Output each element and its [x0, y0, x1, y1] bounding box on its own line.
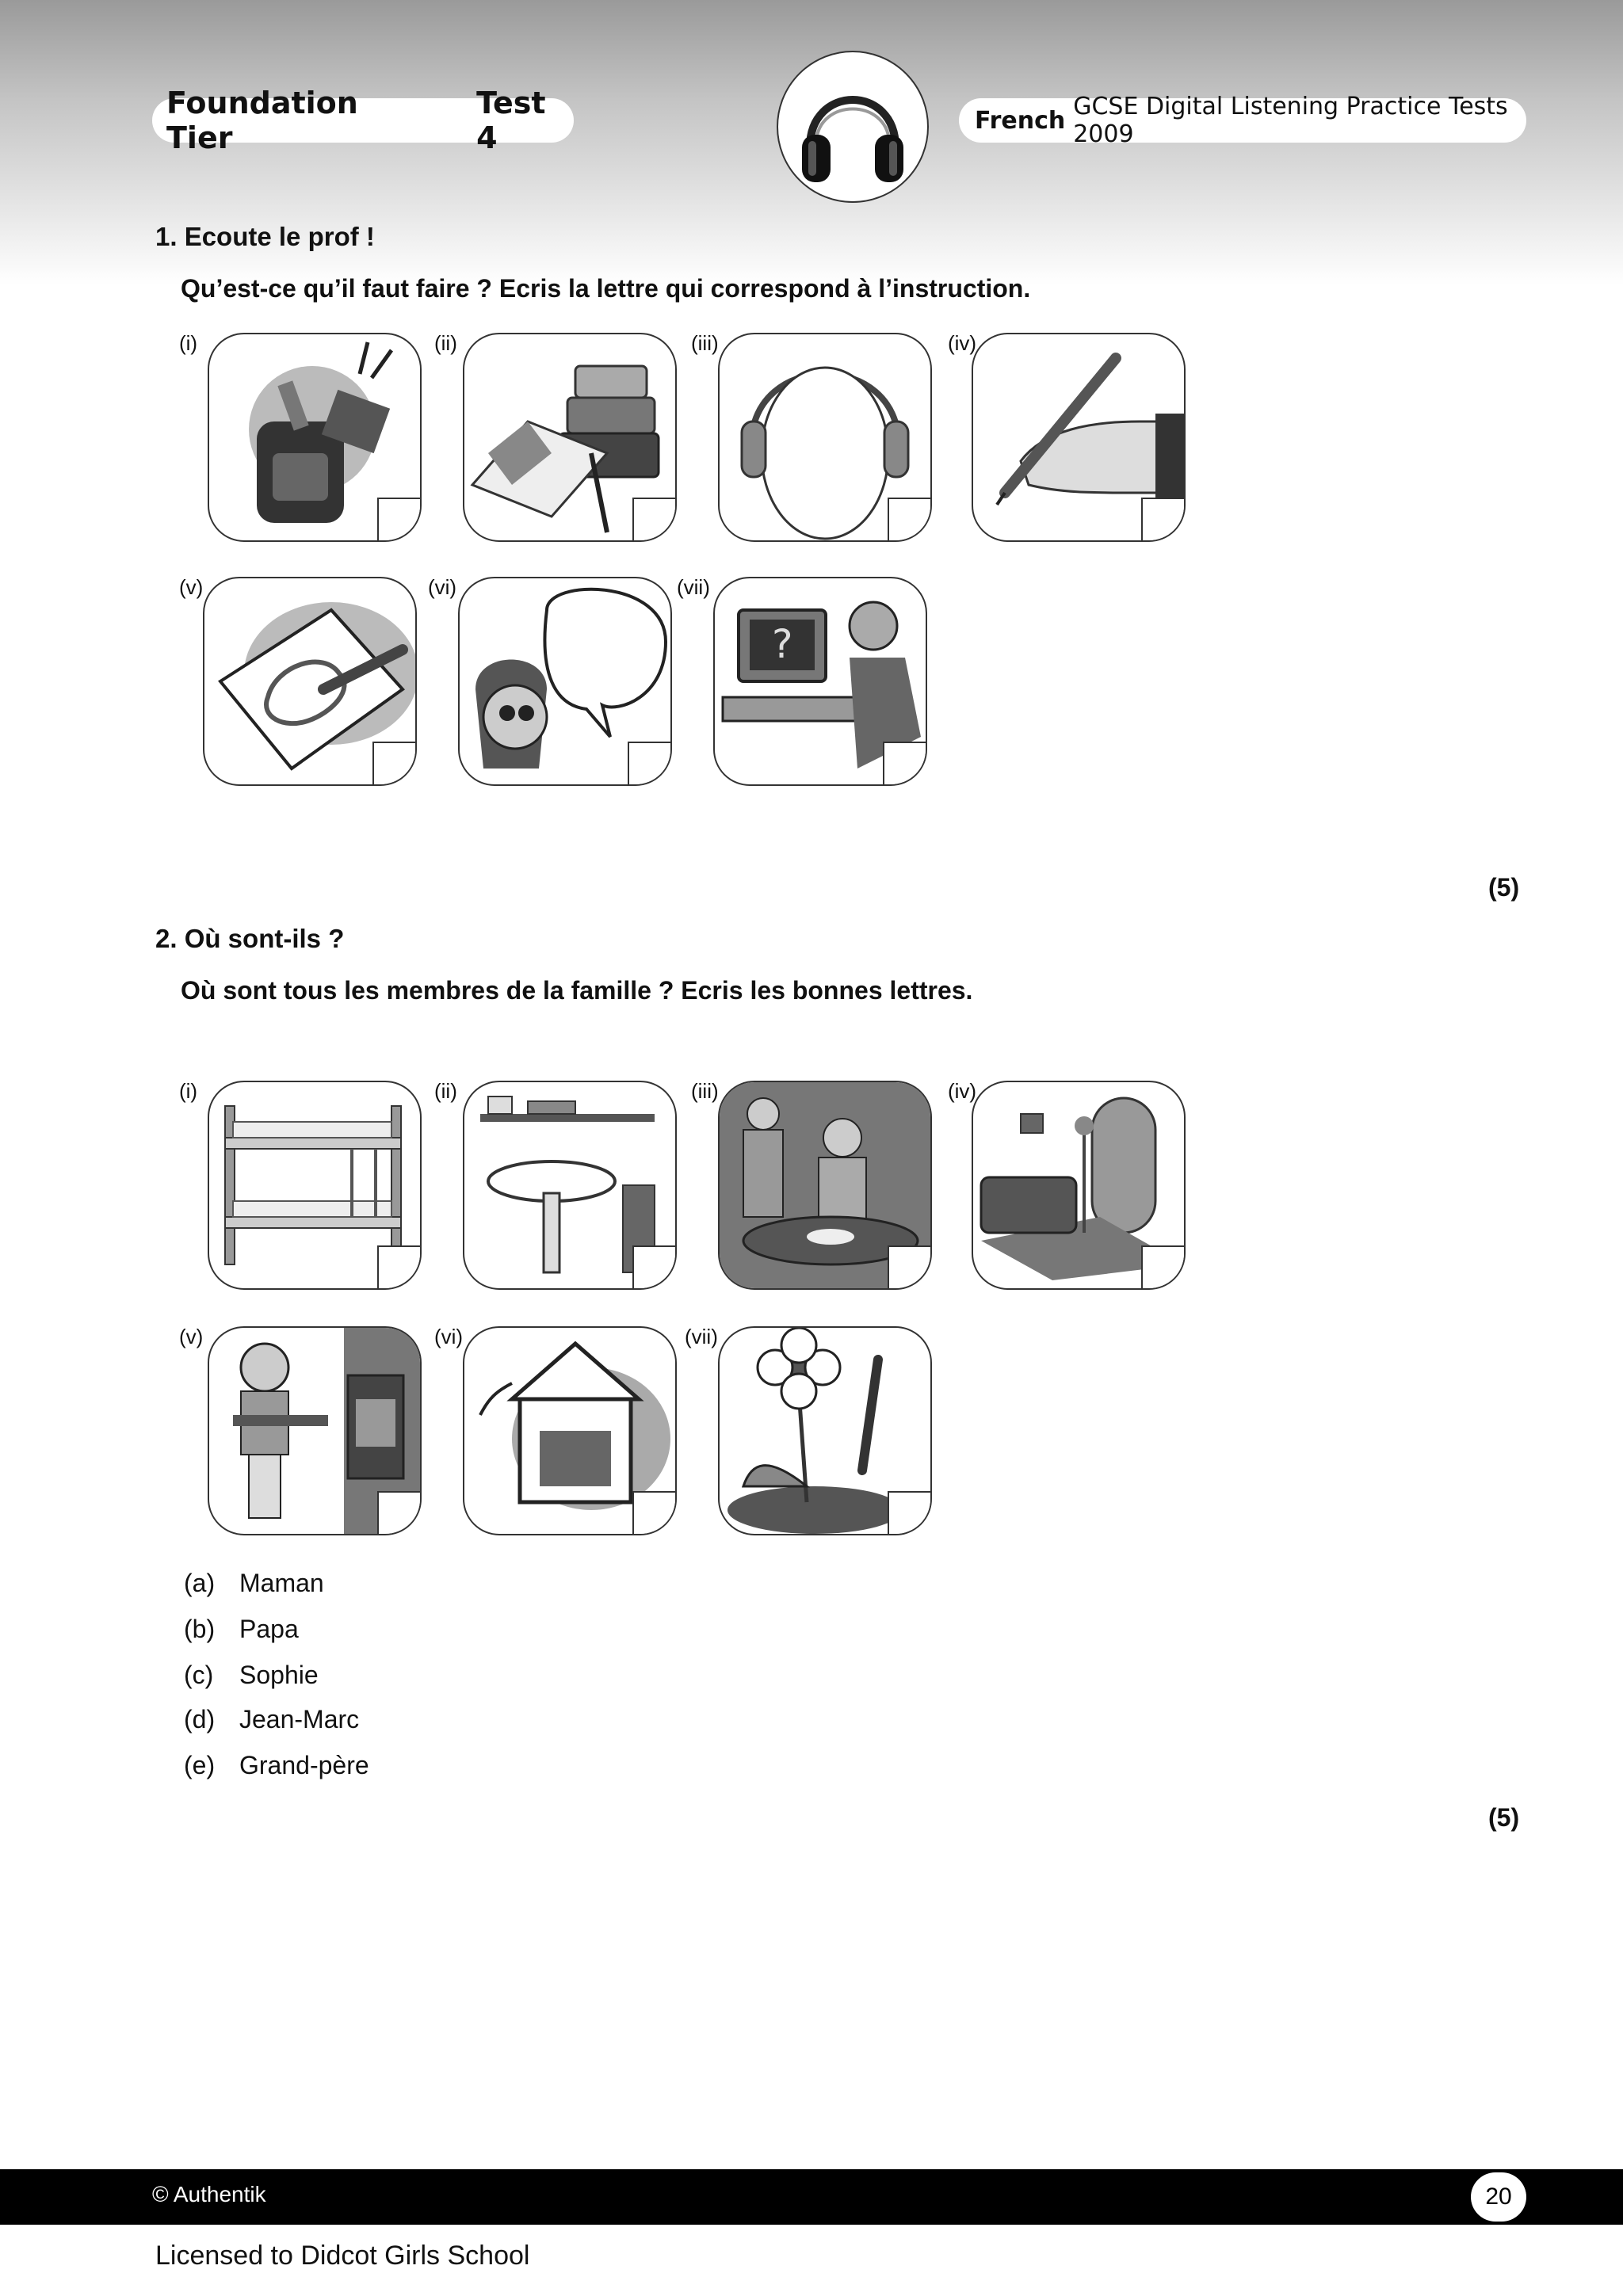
- tier-pill: [152, 86, 574, 155]
- item-label: (iii): [691, 1079, 719, 1103]
- headphones-icon: [777, 51, 929, 203]
- answer-box[interactable]: [888, 1245, 932, 1290]
- option-name: Maman: [239, 1569, 324, 1597]
- option-e: [184, 1751, 369, 1780]
- subject-label: French: [975, 106, 1066, 135]
- series-pill: [959, 93, 1526, 148]
- picture-card-speaking: [458, 577, 672, 786]
- item-label: (iv): [948, 331, 977, 355]
- item-label: (iii): [691, 331, 719, 355]
- option-letter: (d): [184, 1705, 216, 1733]
- question-2-instruction: Où sont tous les membres de la famille ? Ecris les bonnes lettres.: [181, 976, 973, 1005]
- picture-card-bathroom: [463, 1081, 677, 1290]
- question-2-title: 2. Où sont-ils ?: [155, 924, 345, 953]
- option-letter: (a): [184, 1569, 216, 1597]
- picture-card-writing: [972, 333, 1186, 542]
- item-label: (ii): [434, 331, 457, 355]
- item-label: (ii): [434, 1079, 457, 1103]
- answer-box[interactable]: [372, 742, 417, 786]
- picture-card-school-bag: [208, 333, 422, 542]
- question-1-marks: (5): [1488, 873, 1520, 902]
- answer-box[interactable]: [632, 498, 677, 542]
- answer-box[interactable]: [1141, 1245, 1186, 1290]
- picture-card-dining-room: [718, 1081, 932, 1290]
- picture-card-living-room: [972, 1081, 1186, 1290]
- answer-box[interactable]: [377, 1245, 422, 1290]
- answer-box[interactable]: [632, 1245, 677, 1290]
- item-label: (vi): [428, 575, 457, 599]
- option-name: Grand-père: [239, 1751, 369, 1779]
- option-letter: (e): [184, 1751, 216, 1779]
- picture-card-bunk-bed: [208, 1081, 422, 1290]
- copyright-text: © Authentik: [152, 2182, 266, 2206]
- option-name: Jean-Marc: [239, 1705, 360, 1733]
- picture-card-garden: [718, 1326, 932, 1535]
- item-label: (iv): [948, 1079, 977, 1103]
- item-label: (vii): [685, 1325, 718, 1348]
- question-2-marks: (5): [1488, 1803, 1520, 1832]
- picture-card-garage: [463, 1326, 677, 1535]
- option-letter: (c): [184, 1661, 214, 1689]
- option-letter: (b): [184, 1615, 216, 1643]
- test-label: Test 4: [476, 86, 546, 155]
- picture-card-drawing: [203, 577, 417, 786]
- option-name: Papa: [239, 1615, 299, 1643]
- picture-card-computer: [713, 577, 927, 786]
- answer-box[interactable]: [628, 742, 672, 786]
- series-title: GCSE Digital Listening Practice Tests 2009: [1073, 93, 1508, 148]
- item-label: (v): [179, 575, 204, 599]
- picture-card-kitchen: [208, 1326, 422, 1535]
- svg-text:?: ?: [772, 621, 793, 667]
- answer-box[interactable]: [377, 498, 422, 542]
- option-a: [184, 1569, 324, 1598]
- answer-box[interactable]: [883, 742, 927, 786]
- answer-box[interactable]: [888, 1491, 932, 1535]
- option-name: Sophie: [239, 1661, 319, 1689]
- item-label: (i): [179, 331, 198, 355]
- footer-bar: [0, 2169, 1623, 2225]
- item-label: (v): [179, 1325, 204, 1348]
- tier-label: Foundation Tier: [166, 86, 358, 155]
- license-text: Licensed to Didcot Girls School: [155, 2241, 530, 2271]
- page-number: 20: [1471, 2172, 1526, 2222]
- option-c: [184, 1661, 319, 1690]
- item-label: (vi): [434, 1325, 464, 1348]
- picture-card-books: [463, 333, 677, 542]
- option-d: [184, 1705, 359, 1734]
- item-label: (i): [179, 1079, 198, 1103]
- question-1-title: 1. Ecoute le prof !: [155, 222, 375, 251]
- answer-box[interactable]: [888, 498, 932, 542]
- answer-box[interactable]: [1141, 498, 1186, 542]
- answer-box[interactable]: [377, 1491, 422, 1535]
- picture-card-headphones: [718, 333, 932, 542]
- option-b: [184, 1615, 299, 1644]
- item-label: (vii): [677, 575, 710, 599]
- answer-box[interactable]: [632, 1491, 677, 1535]
- question-1-instruction: Qu’est-ce qu’il faut faire ? Ecris la lettre qui correspond à l’instruction.: [181, 274, 1031, 303]
